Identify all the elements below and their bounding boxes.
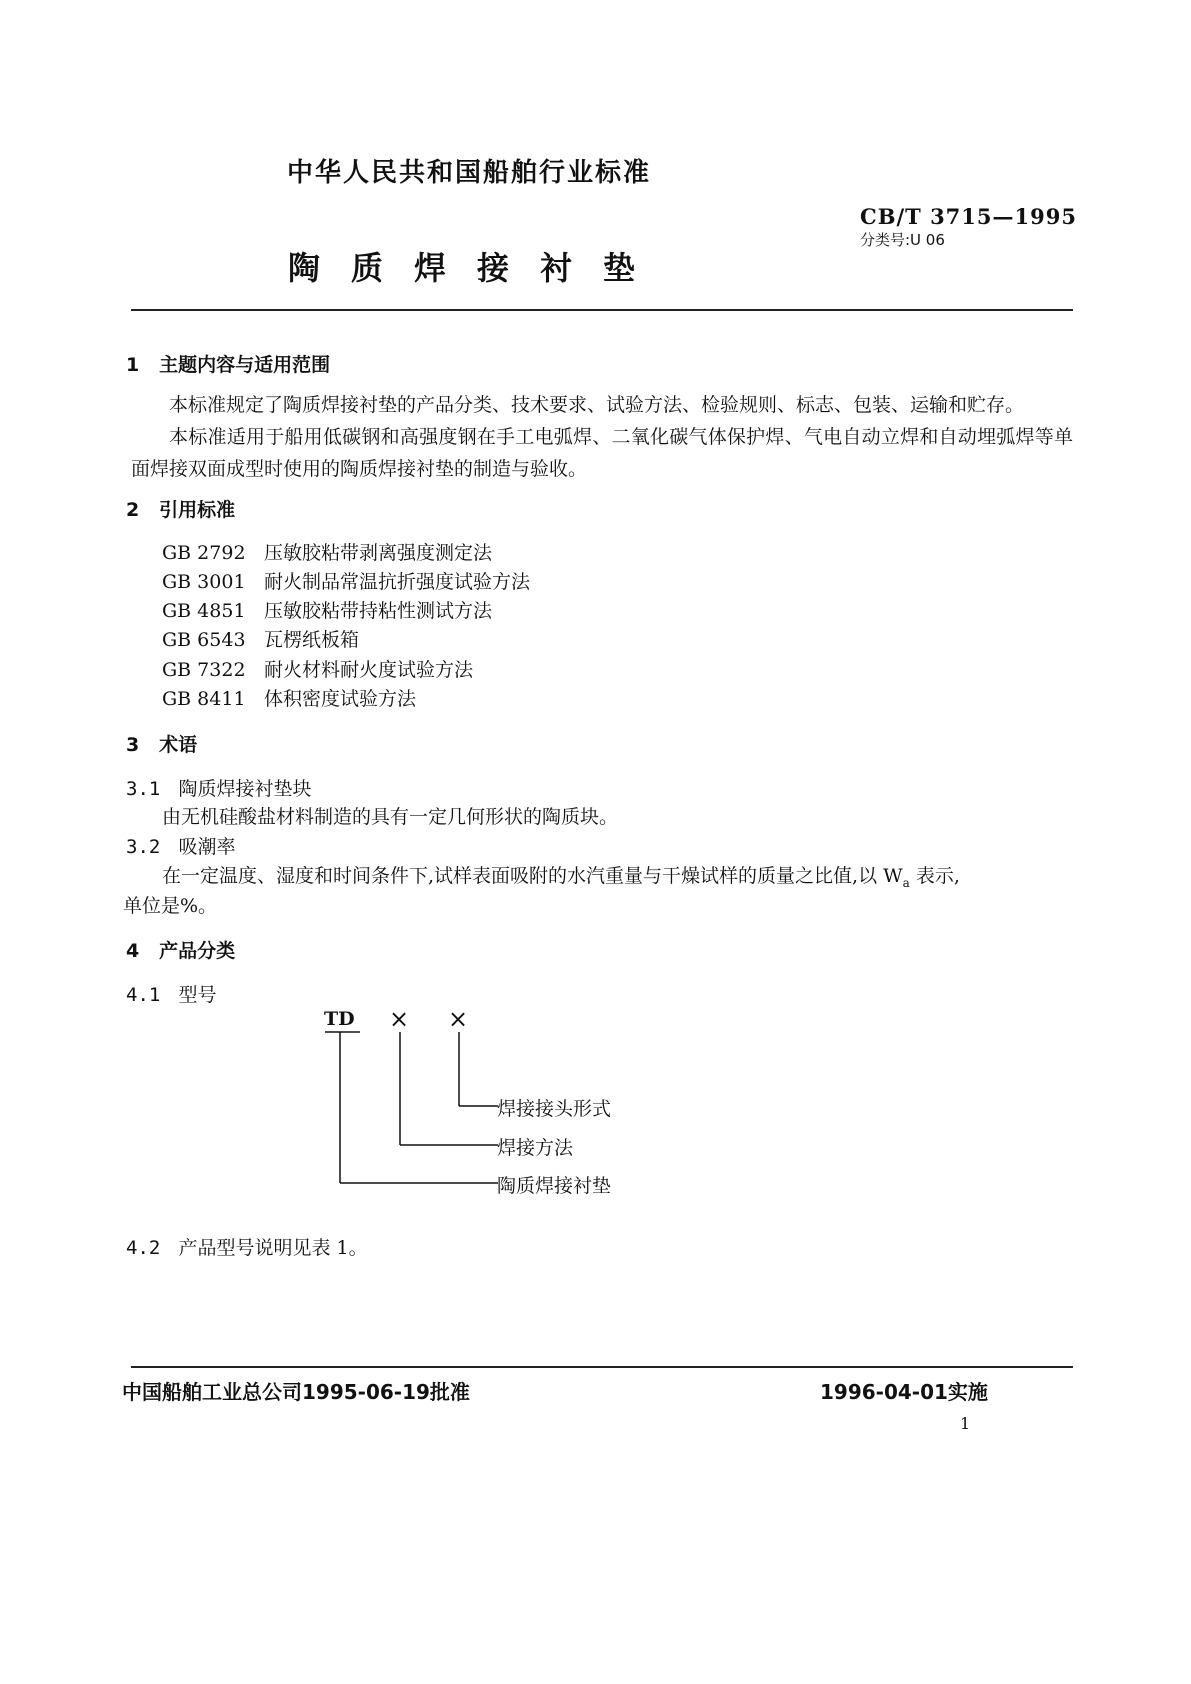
term-3-1-number: 3.1 <box>126 778 161 800</box>
reference-item <box>162 567 530 594</box>
classification-number: 分类号:U 06 <box>860 231 945 249</box>
effective-date: 1996-04-01实施 <box>820 1380 988 1404</box>
section-2-title: 引用标准 <box>159 499 236 521</box>
reference-item <box>162 538 492 565</box>
reference-name: 压敏胶粘带剥离强度测定法 <box>264 542 493 564</box>
clause-4-1-heading <box>126 980 216 1007</box>
section-2-heading <box>126 495 235 522</box>
section-4-number: 4 <box>126 940 140 962</box>
reference-code: GB 3001 <box>162 571 246 593</box>
reference-name: 耐火材料耐火度试验方法 <box>264 659 474 681</box>
reference-item <box>162 655 473 682</box>
reference-name: 体积密度试验方法 <box>264 688 417 710</box>
term-3-1-heading <box>126 774 311 801</box>
clause-4-2-number: 4.2 <box>126 1237 161 1259</box>
reference-name: 压敏胶粘带持粘性测试方法 <box>264 600 493 622</box>
reference-item <box>162 684 416 711</box>
section-1-para-1: 本标准规定了陶质焊接衬垫的产品分类、技术要求、试验方法、检验规则、标志、包装、运输和贮存。 <box>169 394 1025 416</box>
section-1-heading <box>126 350 330 377</box>
reference-item <box>162 596 492 623</box>
section-1-number: 1 <box>126 354 140 376</box>
reference-name: 瓦楞纸板箱 <box>264 629 360 651</box>
reference-code: GB 7322 <box>162 659 246 681</box>
standard-category-title: 中华人民共和国船舶行业标准 <box>287 158 652 188</box>
placeholder-joint: × <box>448 1005 469 1033</box>
reference-item <box>162 625 359 652</box>
term-3-2-definition-text: 在一定温度、湿度和时间条件下,试样表面吸附的水汽重量与干燥试样的质量之比值,以 W <box>162 865 903 887</box>
section-2-number: 2 <box>126 499 140 521</box>
label-product-name: 陶质焊接衬垫 <box>497 1175 612 1197</box>
model-designation-diagram <box>320 1005 650 1205</box>
approval-line: 中国船舶工业总公司1995-06-19批准 <box>122 1380 470 1404</box>
placeholder-method: × <box>389 1005 410 1033</box>
clause-4-1-number: 4.1 <box>126 984 161 1006</box>
section-4-heading <box>126 936 235 963</box>
page-number: 1 <box>960 1414 971 1433</box>
term-3-1-definition: 由无机硅酸盐材料制造的具有一定几何形状的陶质块。 <box>162 806 619 828</box>
term-3-2-definition <box>162 861 960 890</box>
footer-divider <box>131 1366 1073 1368</box>
label-welding-method: 焊接方法 <box>497 1137 574 1159</box>
clause-4-1-title: 型号 <box>178 984 217 1006</box>
standard-code: CB/T 3715—1995 <box>860 204 1077 229</box>
reference-code: GB 4851 <box>162 600 246 622</box>
section-3-heading <box>126 730 197 757</box>
water-absorption-subscript: a <box>902 875 910 890</box>
clause-4-2-text: 产品型号说明见表 1。 <box>178 1237 368 1259</box>
label-joint-form: 焊接接头形式 <box>497 1098 612 1120</box>
section-4-title: 产品分类 <box>159 940 236 962</box>
section-3-number: 3 <box>126 734 140 756</box>
term-3-2-number: 3.2 <box>126 836 161 858</box>
reference-code: GB 2792 <box>162 542 246 564</box>
document-title: 陶质焊接衬垫 <box>288 249 667 287</box>
header-divider <box>131 309 1073 311</box>
reference-name: 耐火制品常温抗折强度试验方法 <box>264 571 531 593</box>
section-1-body <box>131 389 1073 485</box>
td-prefix: TD <box>324 1008 355 1030</box>
reference-code: GB 6543 <box>162 629 246 651</box>
clause-4-2 <box>126 1233 368 1260</box>
term-3-2-heading <box>126 832 235 859</box>
term-3-2-title: 吸潮率 <box>178 836 236 858</box>
section-1-title: 主题内容与适用范围 <box>159 354 331 376</box>
term-3-2-definition-text-end: 表示, <box>909 865 960 887</box>
reference-code: GB 8411 <box>162 688 246 710</box>
section-1-para-2: 本标准适用于船用低碳钢和高强度钢在手工电弧焊、二氧化碳气体保护焊、气电自动立焊和自动埋弧焊等单面焊接双面成型时使用的陶质焊接衬垫的制造与验收。 <box>131 426 1073 480</box>
term-3-1-title: 陶质焊接衬垫块 <box>178 778 312 800</box>
term-3-2-unit: 单位是%。 <box>123 895 218 917</box>
section-3-title: 术语 <box>159 734 198 756</box>
